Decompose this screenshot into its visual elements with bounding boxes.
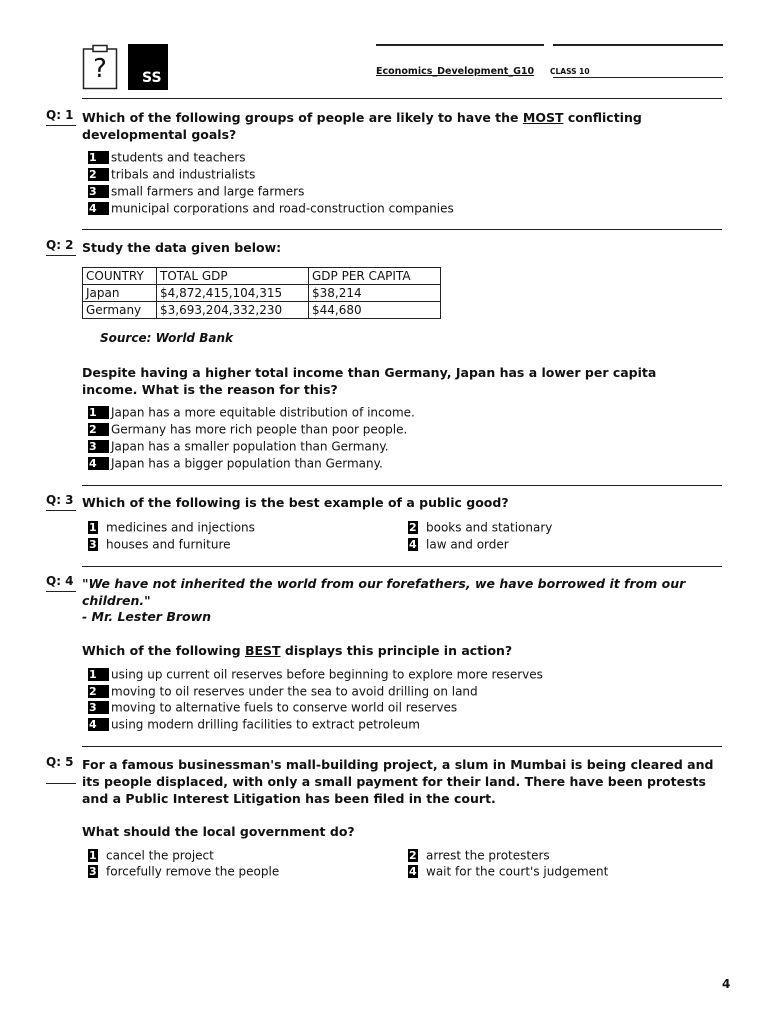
page-number: 4 [722, 977, 731, 991]
table-row [83, 285, 441, 302]
ss-logo-text: SS [142, 70, 162, 86]
q2-option-2[interactable]: 2 Germany has more rich people than poor people. [89, 422, 408, 437]
table-header-row [83, 268, 441, 285]
table-header-cell: COUNTRY [83, 268, 157, 285]
q4-option-2[interactable]: 2 moving to oil reserves under the sea to avoid drilling on land [89, 684, 478, 699]
q4-label: Q: 4 [46, 574, 74, 588]
q2-label-rule [46, 255, 76, 256]
q3-option-1[interactable]: 1 medicines and injections [89, 520, 255, 535]
table-row [83, 302, 441, 319]
option-number-badge: 2 [409, 521, 417, 534]
q5-label: Q: 5 [46, 755, 74, 769]
section-divider [82, 746, 722, 747]
section-divider [82, 485, 722, 486]
option-number-badge: 3 [89, 865, 97, 878]
q4-emphasis: BEST [244, 643, 281, 658]
q5-question: What should the local government do? [82, 824, 355, 839]
option-number-badge: 1 [89, 521, 97, 534]
q3-text: Which of the following is the best example of a public good? [82, 495, 509, 510]
table-header-cell: GDP PER CAPITA [309, 268, 441, 285]
q2-option-1[interactable]: 1 Japan has a more equitable distribution of income. [89, 405, 415, 420]
table-header-cell: TOTAL GDP [157, 268, 309, 285]
option-number-badge: 1 [88, 668, 109, 681]
q4-option-4[interactable]: 4 using modern drilling facilities to extract petroleum [89, 717, 420, 732]
q5-label-rule [46, 783, 76, 784]
q1-option-1[interactable]: 1 students and teachers [89, 150, 246, 165]
q5-option-2[interactable]: 2 arrest the protesters [409, 848, 550, 863]
class-label: CLASS 10 [550, 67, 590, 76]
q3-option-4[interactable]: 4 law and order [409, 537, 509, 552]
doc-title: Economics_Development_G10 [376, 66, 535, 77]
option-number-badge: 4 [88, 457, 109, 470]
q5-option-3[interactable]: 3 forcefully remove the people [89, 864, 280, 879]
gdp-table [82, 267, 441, 319]
q1-text: Which of the following groups of people are likely to have the MOST conflicting developmental goals? [82, 110, 642, 142]
q1-emphasis: MOST [522, 110, 564, 125]
q4-label-rule [46, 591, 76, 592]
q4-quote: "We have not inherited the world from our forefathers, we have borrowed it from our children." [82, 576, 686, 608]
clipboard-question-mark: ? [93, 54, 107, 84]
section-divider [82, 229, 722, 230]
clipboard-question-icon [82, 44, 118, 90]
q1-option-3[interactable]: 3 small farmers and large farmers [89, 184, 305, 199]
option-number-badge: 2 [88, 685, 109, 698]
table-cell: Germany [83, 302, 157, 319]
q1-label: Q: 1 [46, 108, 74, 122]
q2-option-3[interactable]: 3 Japan has a smaller population than Germany. [89, 439, 389, 454]
q1-label-rule [46, 125, 76, 126]
header-rule-bottom-right [553, 77, 723, 78]
q4-author: - Mr. Lester Brown [82, 609, 212, 624]
option-number-badge: 4 [409, 865, 417, 878]
q5-option-4[interactable]: 4 wait for the court's judgement [409, 864, 609, 879]
q1-option-4[interactable]: 4 municipal corporations and road-construction companies [89, 201, 454, 216]
q2-question: Despite having a higher total income than Germany, Japan has a lower per capita income. What is the reason for this? [82, 365, 657, 397]
q4-text: Which of the following BEST displays this principle in action? [82, 643, 513, 658]
q3-option-2[interactable]: 2 books and stationary [409, 520, 553, 535]
table-cell: $3,693,204,332,230 [157, 302, 309, 319]
option-number-badge: 4 [88, 718, 109, 731]
option-number-badge: 4 [88, 202, 109, 215]
q2-option-4[interactable]: 4 Japan has a bigger population than Germany. [89, 456, 383, 471]
option-number-badge: 3 [88, 185, 109, 198]
option-number-badge: 2 [88, 168, 109, 181]
q1-option-2[interactable]: 2 tribals and industrialists [89, 167, 256, 182]
section-divider [82, 566, 722, 567]
table-cell: $44,680 [309, 302, 441, 319]
q4-option-1[interactable]: 1 using up current oil reserves before beginning to explore more reserves [89, 667, 543, 682]
q5-text: For a famous businessman's mall-building project, a slum in Mumbai is being cleared and its people displaced, with only a small payment for their land. There have been protests and a Public Interest Litigation has been filed in the court. [82, 757, 714, 806]
q5-option-1[interactable]: 1 cancel the project [89, 848, 214, 863]
q2-source: Source: World Bank [100, 331, 233, 345]
q3-label: Q: 3 [46, 493, 74, 507]
q3-label-rule [46, 510, 76, 511]
table-cell: Japan [83, 285, 157, 302]
q4-option-3[interactable]: 3 moving to alternative fuels to conserve world oil reserves [89, 700, 458, 715]
section-divider [82, 98, 722, 99]
option-number-badge: 3 [88, 440, 109, 453]
option-number-badge: 2 [409, 849, 417, 862]
option-number-badge: 3 [89, 538, 97, 551]
table-cell: $38,214 [309, 285, 441, 302]
q2-intro: Study the data given below: [82, 240, 282, 255]
option-number-badge: 1 [88, 151, 109, 164]
header-rule-top-left [376, 44, 544, 46]
q3-option-3[interactable]: 3 houses and furniture [89, 537, 231, 552]
ss-logo-box [128, 44, 168, 90]
option-number-badge: 1 [88, 406, 109, 419]
option-number-badge: 4 [409, 538, 417, 551]
option-number-badge: 3 [88, 701, 109, 714]
q2-label: Q: 2 [46, 238, 74, 252]
header-rule-top-right [553, 44, 723, 46]
table-cell: $4,872,415,104,315 [157, 285, 309, 302]
option-number-badge: 2 [88, 423, 109, 436]
option-number-badge: 1 [89, 849, 97, 862]
